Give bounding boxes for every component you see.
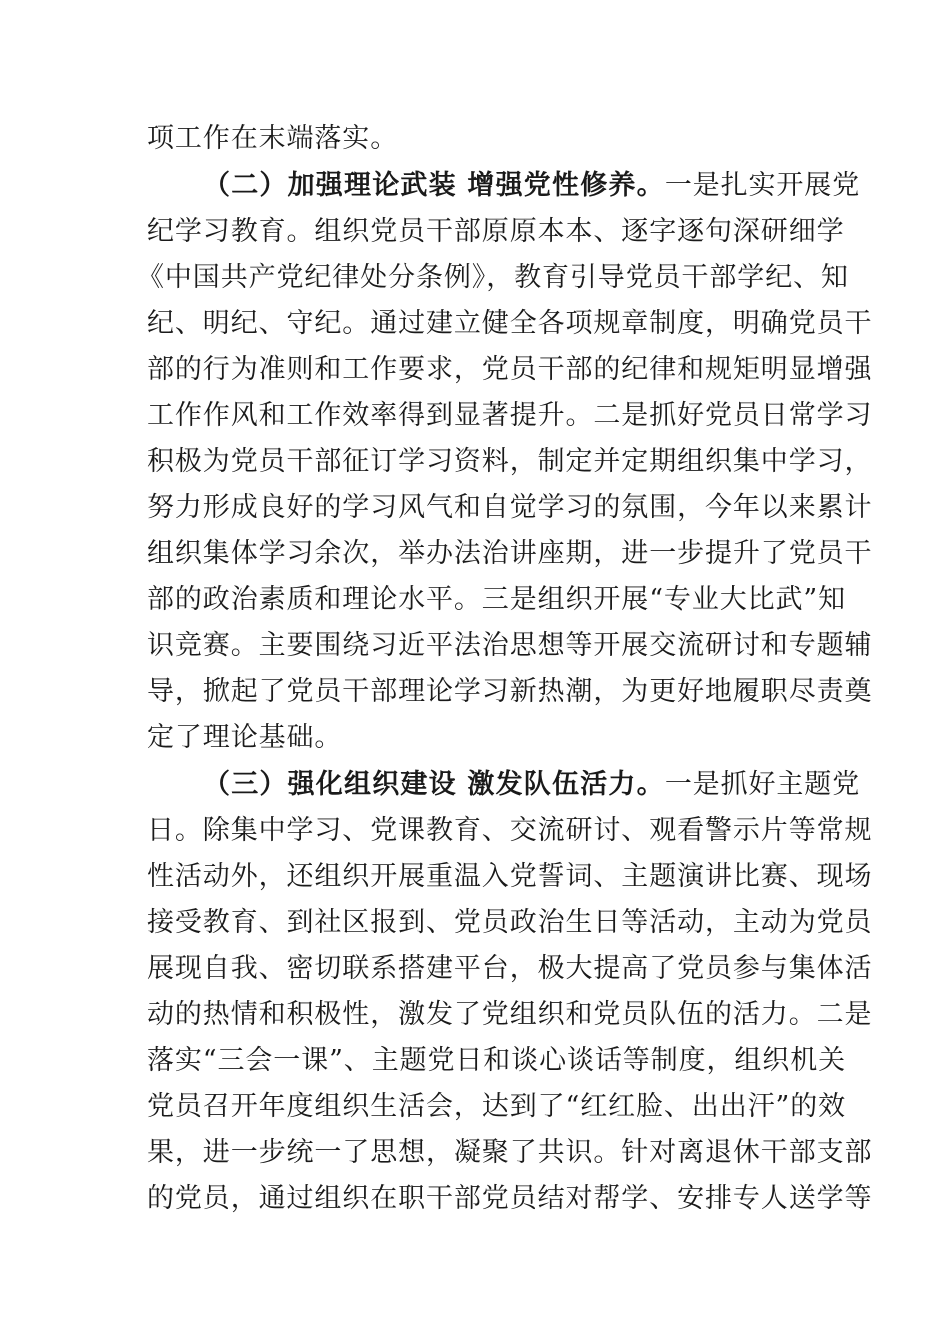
paragraph-line: 果，进一步统一了思想，凝聚了共识。针对离退休干部支部 <box>147 1137 873 1168</box>
paragraph-fragment <box>147 116 398 162</box>
paragraph-line: 日。除集中学习、党课教育、交流研讨、观看警示片等常规 <box>147 815 873 846</box>
section-heading-line <box>203 762 860 808</box>
paragraph-line: 导，掀起了党员干部理论学习新热潮，为更好地履职尽责奠 <box>147 676 873 707</box>
paragraph-line: 一是抓好主题党 <box>664 769 861 800</box>
paragraph-line: 党员召开年度组织生活会，达到了“红红脸、出出汗”的效 <box>147 1091 847 1122</box>
paragraph-line: 接受教育、到社区报到、党员政治生日等活动，主动为党员 <box>147 907 873 938</box>
paragraph-line: 《中国共产党纪律处分条例》，教育引导党员干部学纪、知 <box>137 262 849 293</box>
paragraph-line: 性活动外，还组织开展重温入党誓词、主题演讲比赛、现场 <box>147 861 873 892</box>
section-heading: （二）加强理论武装 增强党性修养。 <box>203 170 665 201</box>
section-heading: （三）强化组织建设 激发队伍活力。 <box>203 769 665 800</box>
paragraph-line: 一是扎实开展党 <box>664 170 861 201</box>
fragment-text: 项工作在末端落实。 <box>147 123 399 154</box>
paragraph-line: 部的行为准则和工作要求，党员干部的纪律和规矩明显增强 <box>147 354 873 385</box>
paragraph-line: 工作作风和工作效率得到显著提升。二是抓好党员日常学习 <box>147 400 873 431</box>
section-heading-line <box>203 163 860 209</box>
paragraph-line: 动的热情和积极性，激发了党组织和党员队伍的活力。二是 <box>147 999 873 1030</box>
paragraph-line: 识竞赛。主要围绕习近平法治思想等开展交流研讨和专题辅 <box>147 630 873 661</box>
paragraph-line: 部的政治素质和理论水平。三是组织开展“专业大比武”知 <box>147 584 847 615</box>
paragraph-line: 努力形成良好的学习风气和自觉学习的氛围，今年以来累计 <box>147 492 873 523</box>
paragraph-line: 积极为党员干部征订学习资料，制定并定期组织集中学习， <box>147 446 873 477</box>
paragraph-line: 纪、明纪、守纪。通过建立健全各项规章制度，明确党员干 <box>147 308 873 339</box>
paragraph-line: 落实“三会一课”、主题党日和谈心谈话等制度，组织机关 <box>147 1045 847 1076</box>
paragraph-line: 展现自我、密切联系搭建平台，极大提高了党员参与集体活 <box>147 953 873 984</box>
paragraph-line: 的党员，通过组织在职干部党员结对帮学、安排专人送学等 <box>147 1183 873 1214</box>
paragraph-line: 定了理论基础。 <box>147 722 343 753</box>
paragraph-line: 纪学习教育。组织党员干部原原本本、逐字逐句深研细学 <box>147 216 845 247</box>
paragraph-line: 组织集体学习余次，举办法治讲座期，进一步提升了党员干 <box>147 538 873 569</box>
